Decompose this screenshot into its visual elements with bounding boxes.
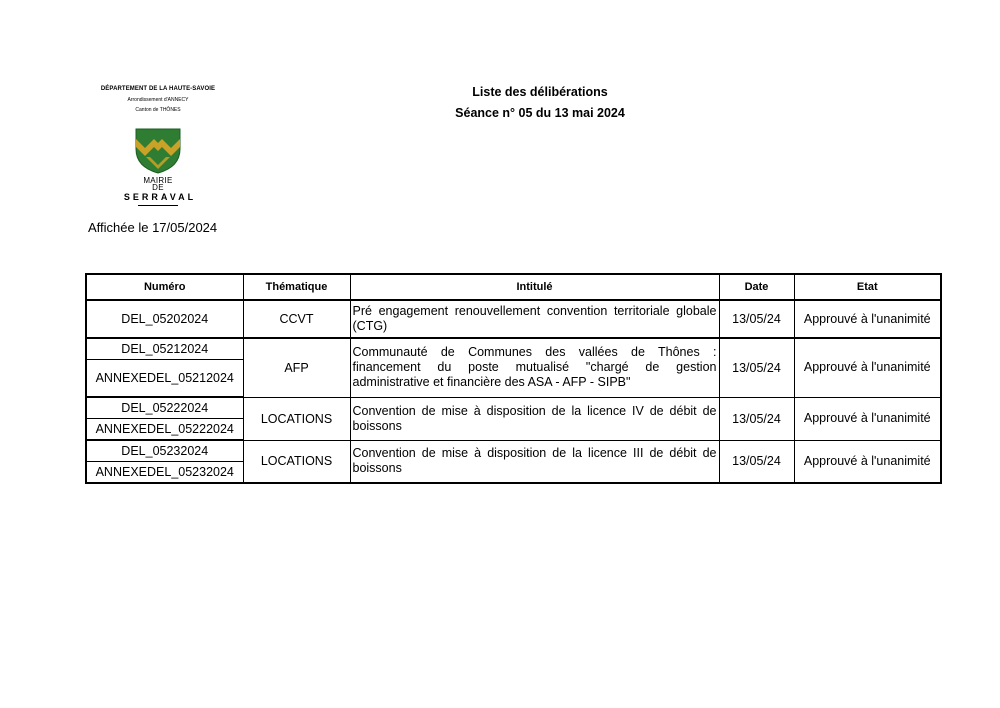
thematique-cell: LOCATIONS	[243, 397, 350, 440]
annexe-numero-cell: ANNEXEDEL_05222024	[86, 419, 243, 441]
intitule-cell: Pré engagement renouvellement convention territoriale globale (CTG)	[350, 300, 719, 338]
table-row	[86, 440, 941, 462]
table-row	[86, 397, 941, 419]
annexe-numero-cell: ANNEXEDEL_05232024	[86, 462, 243, 484]
column-header-thematique: Thématique	[243, 274, 350, 300]
intitule-cell: Convention de mise à disposition de la licence III de débit de boissons	[350, 440, 719, 483]
date-cell: 13/05/24	[719, 397, 794, 440]
department-name: DÉPARTEMENT DE LA HAUTE-SAVOIE	[100, 86, 216, 92]
thematique-cell: CCVT	[243, 300, 350, 338]
arrondissement-name: Arrondissement d'ANNECY	[127, 97, 189, 103]
coat-of-arms-icon	[132, 127, 184, 175]
header-divider	[138, 205, 178, 206]
canton-name: Canton de THÔNES	[135, 107, 181, 113]
column-header-etat: Etat	[794, 274, 941, 300]
page-title	[420, 82, 660, 124]
table-header-row	[86, 274, 941, 300]
thematique-cell: AFP	[243, 338, 350, 397]
title-line-2: Séance n° 05 du 13 mai 2024	[455, 106, 625, 120]
column-header-numero: Numéro	[86, 274, 243, 300]
etat-cell: Approuvé à l'unanimité	[794, 397, 941, 440]
thematique-cell: LOCATIONS	[243, 440, 350, 483]
etat-cell: Approuvé à l'unanimité	[794, 300, 941, 338]
table-row	[86, 300, 941, 338]
annexe-numero-cell: ANNEXEDEL_05212024	[86, 360, 243, 398]
commune-name: SERRAVAL	[123, 192, 197, 202]
title-line-1: Liste des délibérations	[472, 85, 608, 99]
table-row	[86, 338, 941, 360]
date-cell: 13/05/24	[719, 300, 794, 338]
numero-cell: DEL_05222024	[86, 397, 243, 419]
numero-cell: DEL_05212024	[86, 338, 243, 360]
etat-cell: Approuvé à l'unanimité	[794, 440, 941, 483]
column-header-intitule: Intitulé	[350, 274, 719, 300]
posting-date: Affichée le 17/05/2024	[88, 220, 218, 235]
municipal-header	[98, 86, 218, 206]
column-header-date: Date	[719, 274, 794, 300]
etat-cell: Approuvé à l'unanimité	[794, 338, 941, 397]
mairie-label: MAIRIE DE	[143, 176, 173, 192]
deliberations-table	[85, 273, 942, 484]
numero-cell: DEL_05232024	[86, 440, 243, 462]
date-cell: 13/05/24	[719, 338, 794, 397]
intitule-cell: Convention de mise à disposition de la licence IV de débit de boissons	[350, 397, 719, 440]
date-cell: 13/05/24	[719, 440, 794, 483]
numero-cell: DEL_05202024	[86, 300, 243, 338]
intitule-cell: Communauté de Communes des vallées de Thônes : financement du poste mutualisé "chargé de gestion administrative et financière des ASA - AFP - SIPB"	[350, 338, 719, 397]
